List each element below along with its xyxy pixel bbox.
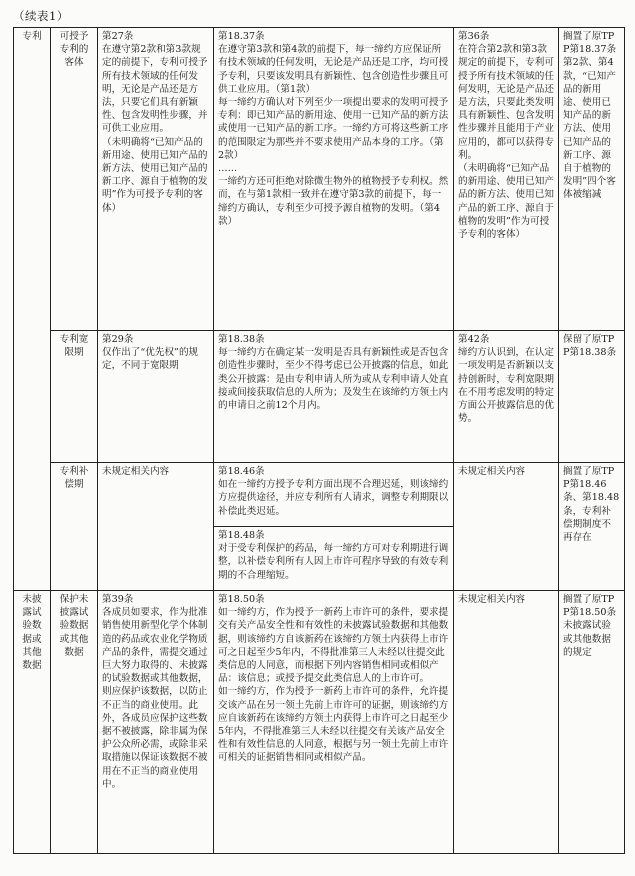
trips-note: （未明确将“已知产品的新用途、使用已知产品的新方法、使用已知产品的新工序、源自于植物的发明”作为可授予专利的客体）	[102, 136, 208, 214]
row-label-undisclosed-data: 保护未披露试验数据或其他数据	[51, 591, 98, 854]
cptpp-article: 第36条	[458, 31, 490, 42]
trips-provision-cell	[98, 28, 214, 331]
trips-text: 各成员如要求，作为批准销售使用新型化学个体制造的药品或农业化学物质产品的条件，需提交通过巨大努力取得的、未披露的试验数据或其他数据，则应保护该数据，以防止不正当的商业使用。此外，各成员应保护这些数据不被披露，除非属为保护公众所必需，或除非采取措施以保证该数据不被用在不正当的商业使用中。	[102, 607, 208, 790]
tpp-para-4: 一缔约方还可拒绝对除微生物外的植物授予专利权。然而，在与第1款相一致并在遵守第3款的前提下，每一缔约方确认，专利至少可授予源自植物的发明。（第4款）	[218, 176, 449, 227]
comparison-table	[13, 27, 625, 854]
tpp-provision-cell	[214, 28, 454, 331]
trips-article: 第39条	[102, 594, 134, 605]
tpp-article: 第18.48条	[218, 530, 265, 541]
change-note-cell: 搁置了原TPP第18.50条未披露试验或其他数据的规定	[559, 591, 625, 854]
trips-article: 第29条	[102, 334, 134, 345]
tpp-provision-cell	[214, 463, 454, 527]
category-patent: 专利	[14, 28, 51, 591]
table-row-grace-period	[14, 331, 625, 463]
trips-provision-cell	[98, 331, 214, 463]
cptpp-text: 缔约方认识到，在认定一项发明是否新颖以支持创新时，专利宽限期在不用考虑发明的特定方面公开披露信息的优势。	[458, 347, 554, 425]
tpp-article: 第18.37条	[218, 31, 265, 42]
row-label-grace-period: 专利宽限期	[51, 331, 98, 463]
tpp-text: 如在一缔约方授予专利方面出现不合理迟延，则该缔约方应提供途径，并应专利所有人请求，调整专利期限以补偿此类迟延。	[218, 479, 449, 517]
tpp-para-1: 如一缔约方，作为授予一新药上市许可的条件，要求提交有关产品安全性和有效性的未披露试验数据和其他数据，则该缔约方自该新药在该缔约方领土内获得上市许可之日起至少5年内，不得批准第三人未经以往提交此类信息的人同意，而根据下列内容销售相同或相似产品：该信息；或授予提交此类信息人的上市许可。	[218, 607, 449, 685]
table-row-patentable-subject	[14, 28, 625, 331]
cptpp-note: （未明确将“已知产品的新用途、使用已知产品的新方法、使用已知产品的新工序、源自于植物的发明”作为可授予专利的客体）	[458, 163, 554, 241]
change-note-cell: 保留了原TPP第18.38条	[559, 331, 625, 463]
category-undisclosed-data: 未披露试验数据或其他数据	[14, 591, 51, 854]
cptpp-provision-cell	[454, 28, 559, 331]
tpp-para-2: 如一缔约方，作为授予一新药上市许可的条件，允许提交该产品在另一领土先前上市许可的证据，则该缔约方应自该新药在该缔约方领土内获得上市许可之日起至少5年内，不得批准第三人未经以往提交有关该产品安全性和有效性信息的人同意，根据与另一领土先前上市许可相关的证据销售相同或相似产品。	[218, 686, 449, 764]
trips-provision-cell: 未规定相关内容	[98, 463, 214, 591]
cptpp-provision-cell: 未规定相关内容	[454, 591, 559, 854]
tpp-ellipsis: ……	[218, 163, 238, 175]
tpp-provision-cell	[214, 331, 454, 463]
tpp-para-1: 在遵守第3款和第4款的前提下，每一缔约方应保证所有技术领域的任何发明，无论是产品还是工序，均可授予专利，只要该发明具有新颖性、包含创造性步骤且可供工业应用。（第1款）	[218, 44, 449, 95]
row-label-term-adjustment: 专利补偿期	[51, 463, 98, 591]
change-note-cell: 搁置了原TPP第18.46条、第18.48条，专利补偿期制度不再存在	[559, 463, 625, 591]
row-label-patentable-subject: 可授予专利的客体	[51, 28, 98, 331]
table-row-term-adjustment	[14, 463, 625, 527]
tpp-article: 第18.50条	[218, 594, 265, 605]
trips-provision-cell	[98, 591, 214, 854]
cptpp-provision-cell	[454, 331, 559, 463]
tpp-para-2: 每一缔约方确认对下列至少一项提出要求的发明可授予专利：即已知产品的新用途、使用一已知产品的新方法或使用一已知产品的新工序。一缔约方可将这些新工序的范围限定为那些并不要求使用产品本身的工序。（第2款）	[218, 97, 449, 161]
trips-text: 在遵守第2款和第3款规定的前提下，专利可授予所有技术领域的任何发明，无论是产品还是方法，只要它们具有新颖性、包含发明性步骤，并可供工业应用。	[102, 44, 208, 135]
tpp-article: 第18.38条	[218, 334, 265, 345]
tpp-text: 每一缔约方在确定某一发明是否具有新颖性或是否包含创造性步骤时，至少不得考虑已公开披露的信息，如此类公开披露：是由专利申请人所为或从专利申请人处直接或间接获取信息的人所为；及发生在该缔约方领土内的申请日之前12个月内。	[218, 347, 449, 412]
trips-article: 第27条	[102, 31, 134, 42]
cptpp-article: 第42条	[458, 334, 490, 345]
change-note-cell: 搁置了原TPP第18.37条第2款、第4款，“已知产品的新用途、使用已知产品的新方法、使用已知产品的新工序、源自于植物的发明”四个客体被缩减	[559, 28, 625, 331]
trips-text: 仅作出了“优先权”的规定，不同于宽限期	[102, 347, 199, 372]
tpp-provision-cell	[214, 527, 454, 591]
cptpp-text: 在符合第2款和第3款规定的前提下，专利可授予所有技术领域的任何发明，无论是产品还是方法，只要此类发明具有新颖性、包含发明性步骤并且能用于产业应用的，都可以获得专利。	[458, 44, 554, 161]
table-row-undisclosed-data	[14, 591, 625, 854]
tpp-provision-cell	[214, 591, 454, 854]
tpp-text: 对于受专利保护的药品，每一缔约方可对专利期进行调整，以补偿专利所有人因上市许可程序导致的有效专利期的不合理缩短。	[218, 543, 449, 581]
continuation-label: （续表1）	[13, 9, 69, 23]
tpp-article: 第18.46条	[218, 466, 265, 477]
cptpp-provision-cell: 未规定相关内容	[454, 463, 559, 591]
